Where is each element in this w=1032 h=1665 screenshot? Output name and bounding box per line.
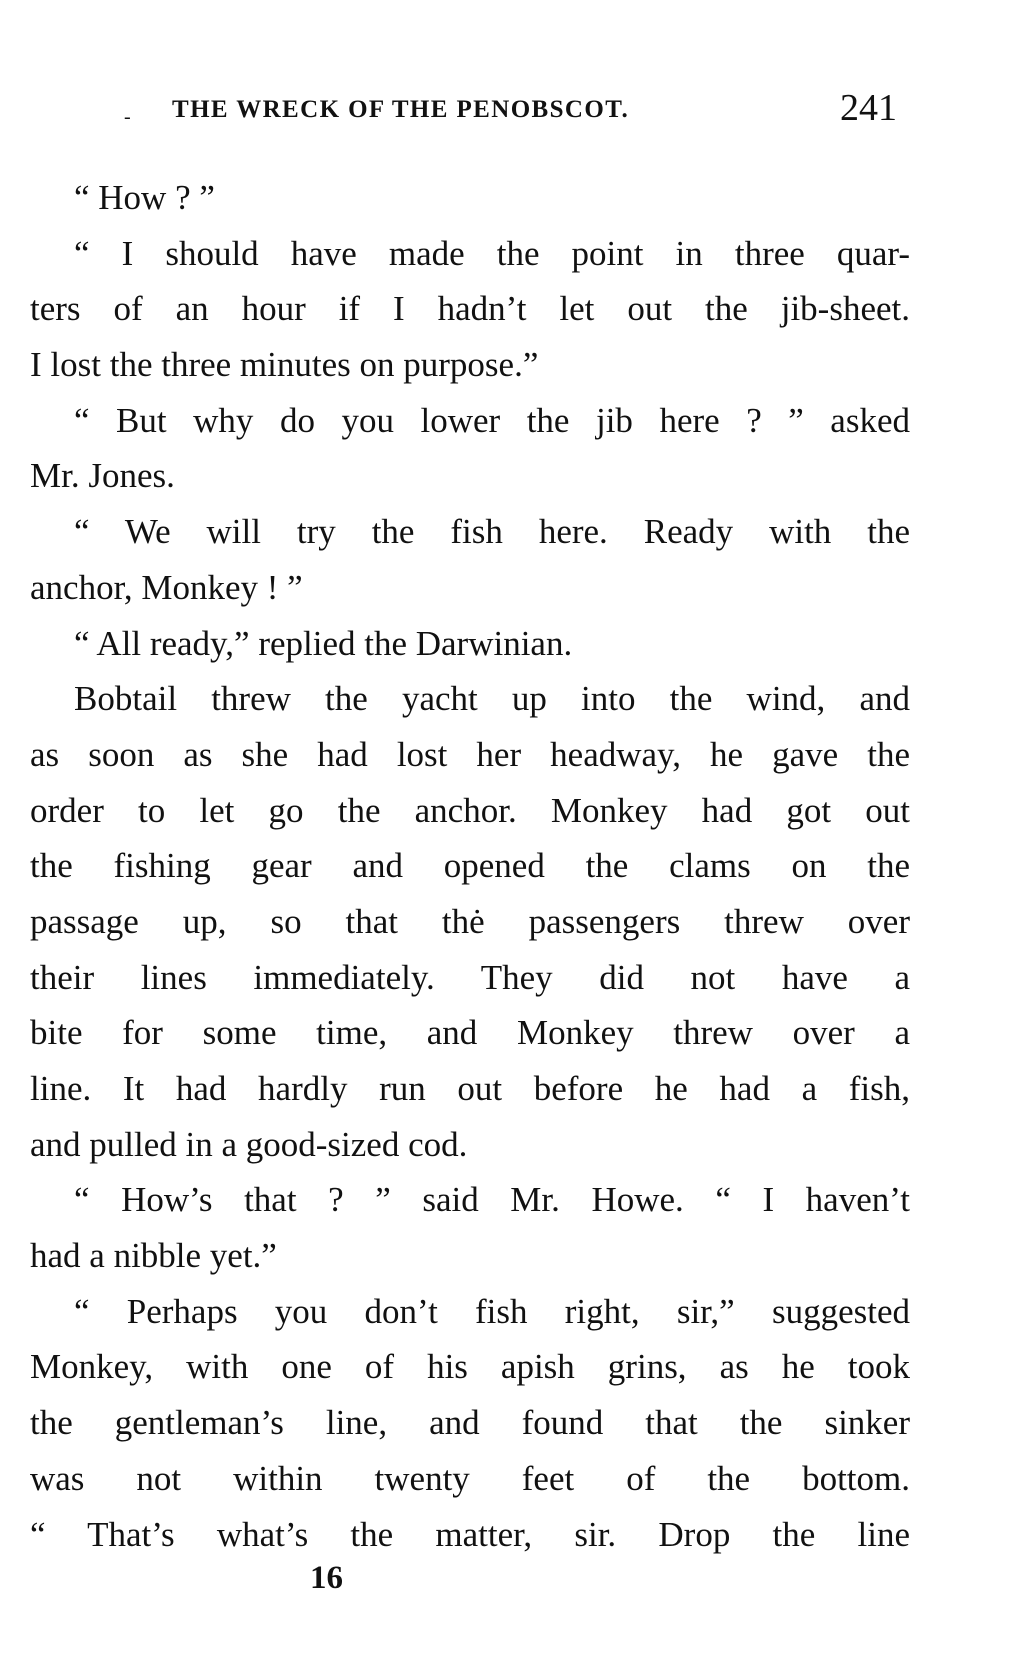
- text-line: “ I should have made the point in three quar-: [74, 233, 910, 273]
- text-line: the fishing gear and opened the clams on the: [30, 846, 910, 886]
- text-line: “ Perhaps you don’t fish right, sir,” suggested: [74, 1291, 910, 1331]
- text-line: bite for some time, and Monkey threw over a: [30, 1013, 910, 1053]
- text-line: I lost the three minutes on purpose.”: [30, 345, 539, 385]
- signature-mark: 16: [310, 1560, 343, 1596]
- text-line: Bobtail threw the yacht up into the wind, and: [74, 679, 910, 719]
- text-line: ters of an hour if I hadn’t let out the jib-sheet.: [30, 289, 910, 329]
- running-head: [0, 87, 1032, 132]
- text-line: Monkey, with one of his apish grins, as he took: [30, 1347, 910, 1387]
- text-line: their lines immediately. They did not have a: [30, 957, 910, 997]
- text-line: “ We will try the fish here. Ready with the: [74, 512, 910, 552]
- text-line: was not within twenty feet of the bottom.: [30, 1458, 910, 1498]
- text-line: as soon as she had lost her headway, he gave the: [30, 734, 910, 774]
- text-line: passage up, so that thė passengers threw over: [30, 901, 910, 941]
- running-head-title: THE WRECK OF THE PENOBSCOT.: [172, 96, 630, 123]
- text-line: “ All ready,” replied the Darwinian.: [74, 623, 573, 663]
- text-line: “ But why do you lower the jib here ? ” asked: [74, 400, 910, 440]
- text-line: the gentleman’s line, and found that the sinker: [30, 1403, 910, 1443]
- page-number: 241: [840, 87, 897, 129]
- text-line: and pulled in a good-sized cod.: [30, 1124, 468, 1164]
- running-head-dash: -: [124, 106, 131, 128]
- body-text: [30, 170, 910, 1562]
- text-line: line. It had hardly run out before he had a fish,: [30, 1069, 910, 1108]
- text-line: “ How ? ”: [74, 178, 215, 217]
- text-line: order to let go the anchor. Monkey had got out: [30, 790, 910, 830]
- text-line: “ How’s that ? ” said Mr. Howe. “ I haven’t: [74, 1180, 910, 1220]
- text-line: had a nibble yet.”: [30, 1236, 277, 1276]
- text-line: anchor, Monkey ! ”: [30, 567, 303, 607]
- text-line: Mr. Jones.: [30, 456, 175, 496]
- text-line: “ That’s what’s the matter, sir. Drop the line: [30, 1514, 910, 1554]
